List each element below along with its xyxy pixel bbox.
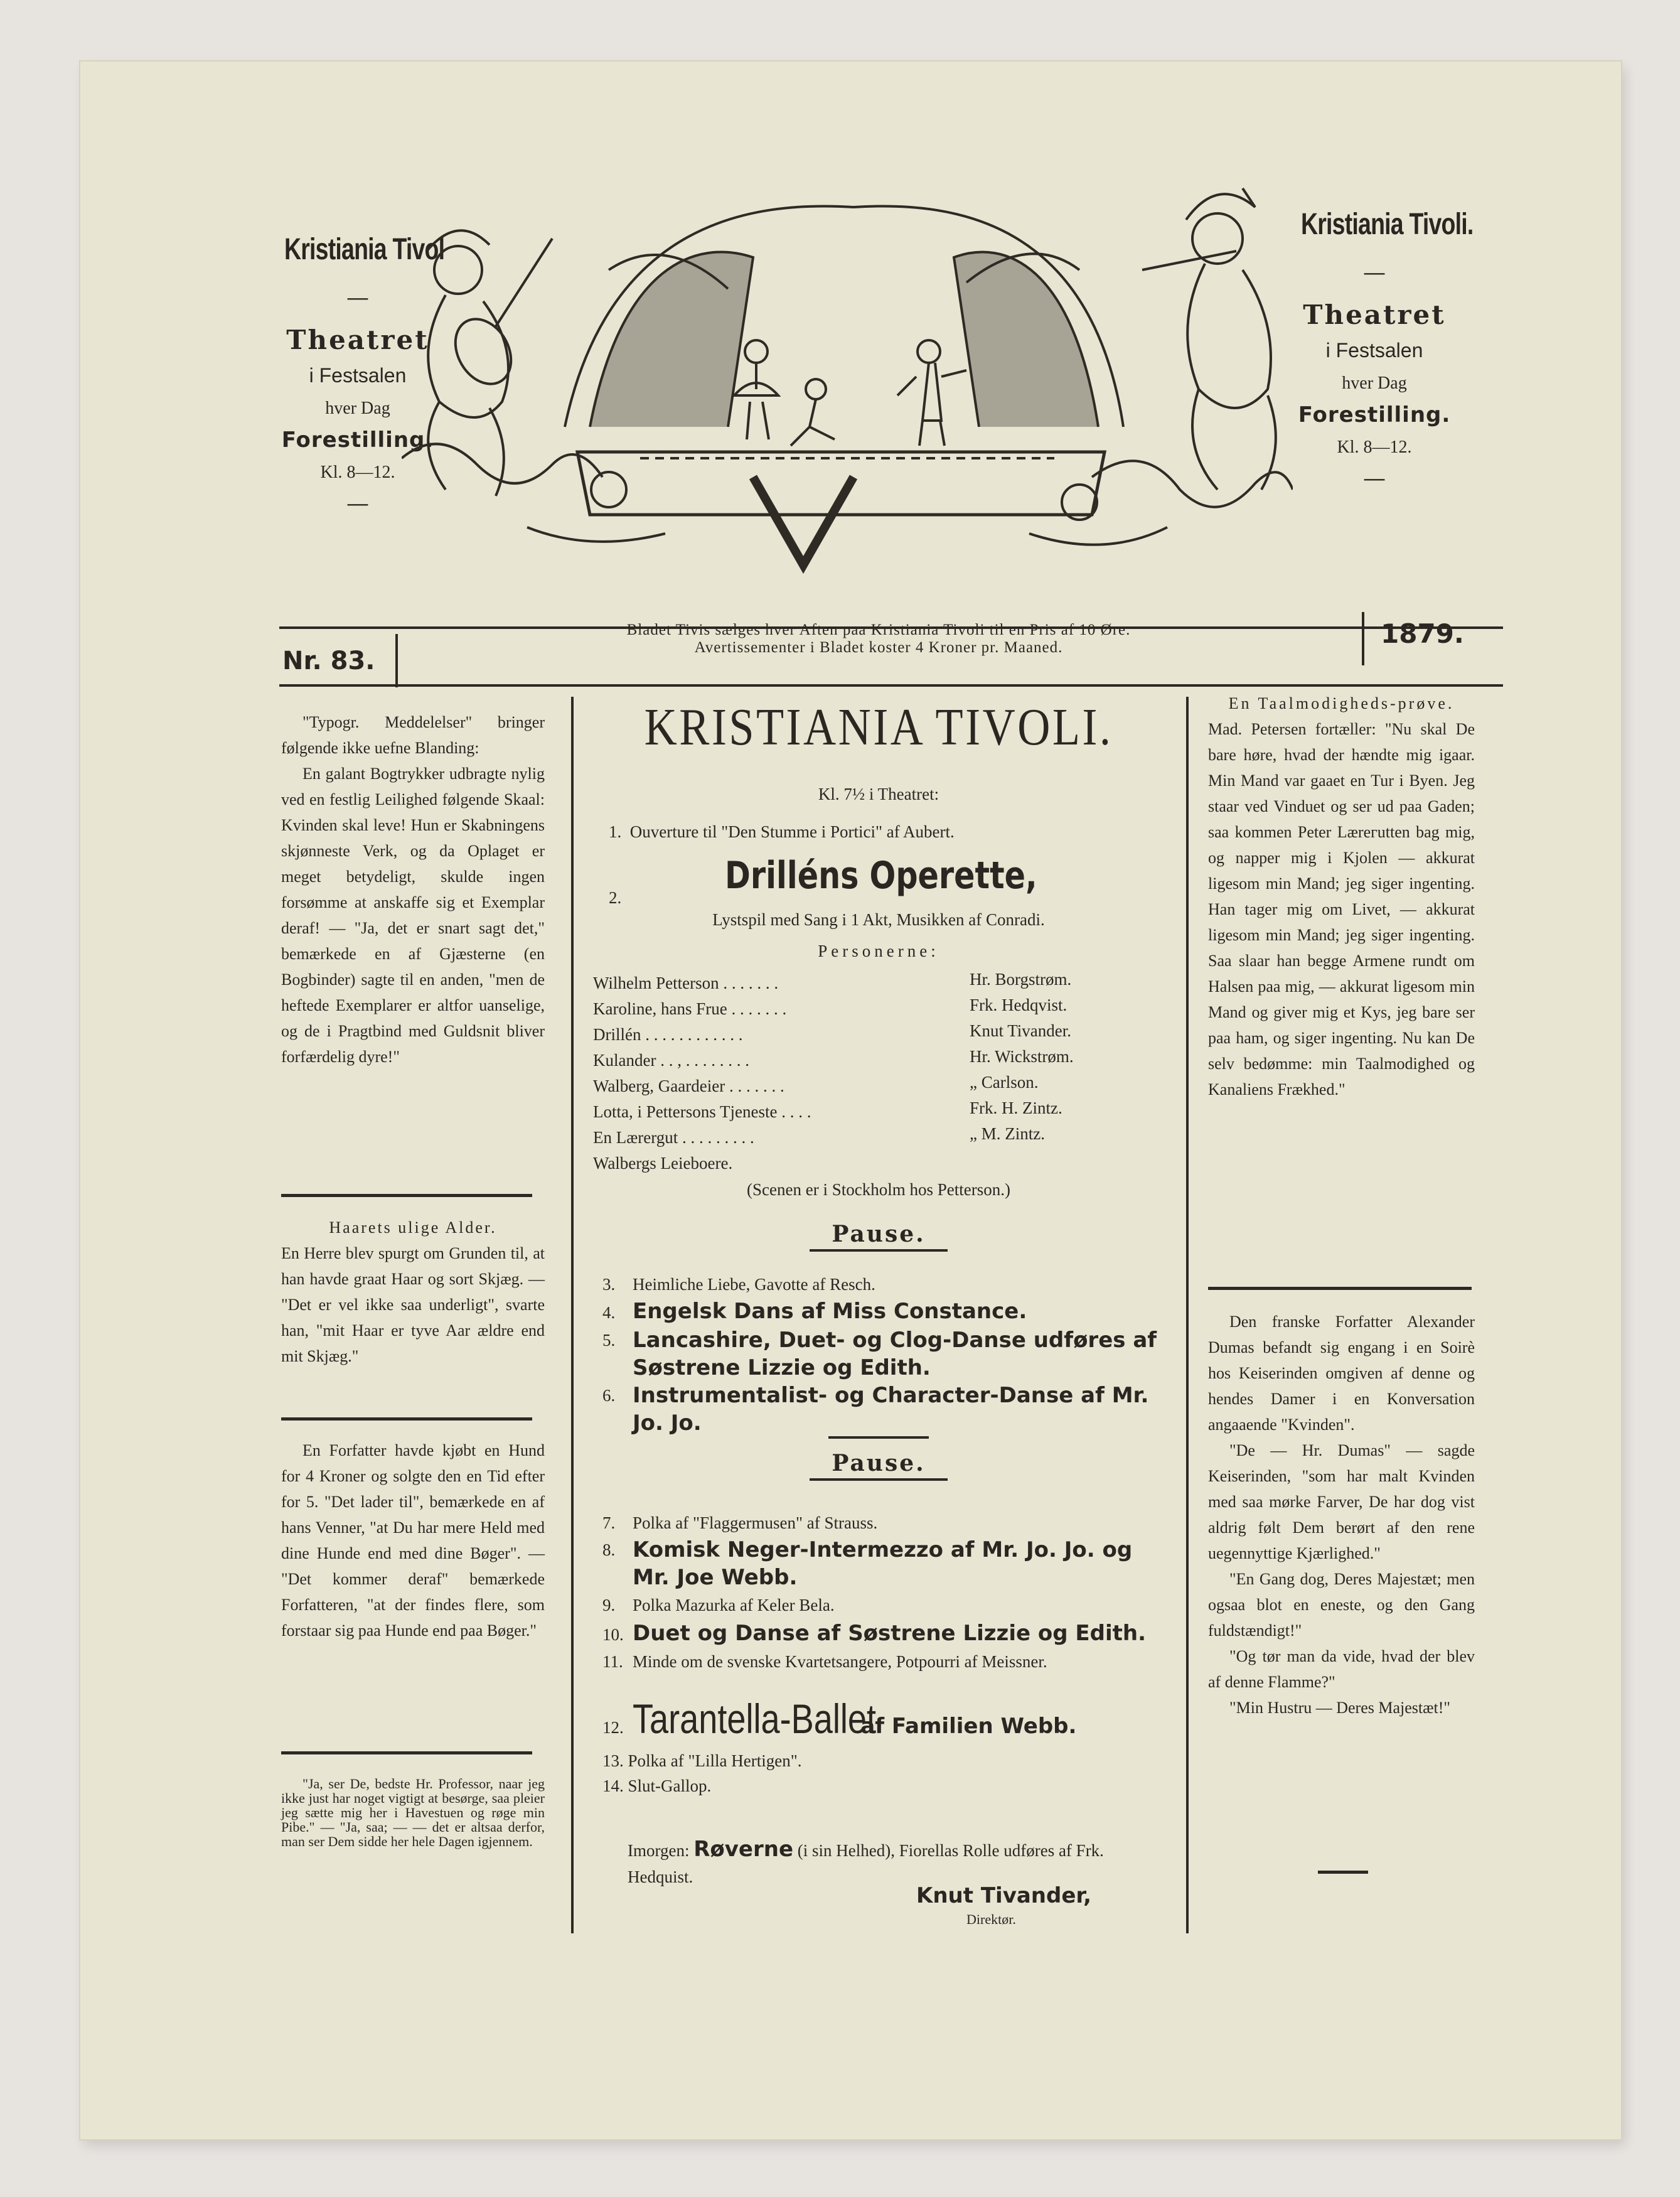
right-article2-p2: "De — Hr. Dumas" — sagde Keiserinden, "som har malt Kvinden med saa mørke Farver, De har dog vist aldrig følt Dem berørt af den rene uegennyttige Kjærlighed." — [1208, 1441, 1475, 1562]
header-right-dash2: — — [1363, 466, 1386, 492]
cast-role: Walbergs Leieboere. — [593, 1154, 733, 1173]
pause-1-underline — [810, 1249, 948, 1252]
left-article3-body: En Forfatter havde kjøbt en Hund for 4 Kroner og solgte den en Tid efter for 5. "Det lader til", bemærkede en af hans Venner, "at Du har mere Held med dine Hunde end med dine Bøger". — "Det kommer deraf" bemærkede Forfatteren, "at der findes flere, som forstaar sig paa Hunde end paa Bøger." — [281, 1441, 545, 1640]
masthead-divider-right — [1362, 612, 1364, 665]
left-article-intro: "Typogr. Meddelelser" bringer følgende ikke uefne Blanding: — [281, 713, 545, 757]
program-item-11 — [602, 1649, 1167, 1674]
masthead-bottom-rule — [279, 684, 1503, 687]
program-pause-2: Pause. — [832, 1450, 926, 1476]
program-item-8-text: Komisk Neger-Intermezzo af Mr. Jo. Jo. og Mr. Joe Webb. — [633, 1537, 1133, 1590]
header-left-show: Forestilling. — [281, 427, 434, 453]
header-left-dash2: — — [346, 491, 369, 517]
program-item-4-number: 4. — [602, 1303, 616, 1322]
program-item-3-number: 3. — [602, 1275, 616, 1294]
right-column-2 — [1208, 1309, 1475, 1721]
pause-2-overline — [828, 1436, 929, 1439]
program-item-11-text: Minde om de svenske Kvartetsangere, Potpourri af Meissner. — [633, 1652, 1047, 1671]
program-item-10-number: 10. — [602, 1625, 624, 1644]
program-item-4-text: Engelsk Dans af Miss Constance. — [633, 1299, 1027, 1324]
program-border-right — [1186, 697, 1189, 1933]
header-right-dash: — — [1363, 260, 1386, 286]
program-item-10 — [602, 1619, 1167, 1649]
program-item-14: 14. Slut-Gallop. — [602, 1776, 712, 1795]
header-left-theatre: Theatret — [286, 325, 429, 355]
program-item-9 — [602, 1591, 1167, 1619]
program-item-1: 1. Ouverture til "Den Stumme i Portici" af Aubert. — [609, 822, 955, 841]
left-rule-3 — [281, 1751, 532, 1754]
cast-roles — [593, 970, 944, 1176]
left-article2-body: En Herre blev spurgt om Grunden til, at han havde graat Haar og sort Skjæg. — "Det er vel ikke saa underligt", svarte han, "mit Haar er tyve Aar ældre end mit Skjæg." — [281, 1244, 545, 1365]
director-title: Direktør. — [966, 1911, 1016, 1927]
left-column-2 — [281, 1215, 545, 1369]
program-border-left — [571, 697, 574, 1933]
left-column-3 — [281, 1437, 545, 1643]
program-time: Kl. 7½ i Theatret: — [818, 785, 939, 803]
program-item-12 — [602, 1695, 1180, 1743]
right-column — [1208, 690, 1475, 1102]
left-article-body: En galant Bogtrykker udbragte nylig ved en festlig Leilighed følgende Skaal: Kvinden skal leve! Hun er Skabningens skjønneste Verk, og da Oplaget er meget betydeligt, skulde ingen forsømme at anskaffe sig et Exemplar deraf! — "Ja, det er snart sagt det," bemærkede en af Gjæsterne (en Bogbinder) sagte til en anden, "men de heftede Exemplarer er altfor uanselige, og de i Pragtbind med Guldsnit bliver forfærdelig dyre!" — [281, 765, 545, 1066]
right-article2-p3: "En Gang dog, Deres Majestæt; men ogsaa blot en eneste, og den Gang fuldstændigt!" — [1208, 1570, 1475, 1640]
cast-role: Kulander . . , . . . . . . . . — [593, 1051, 749, 1070]
program-item-11-number: 11. — [602, 1652, 623, 1671]
header-right-theatre: Theatret — [1303, 299, 1446, 330]
cast-role: Lotta, i Pettersons Tjeneste . . . . — [593, 1102, 811, 1121]
right-rule-1 — [1208, 1287, 1472, 1290]
tomorrow-rest: (i sin Helhed), Fiorellas Rolle udføres af Frk. Hedquist. — [628, 1841, 1104, 1886]
right-article2-p5: "Min Hustru — Deres Majestæt!" — [1229, 1699, 1450, 1717]
issue-year: 1879. — [1381, 618, 1464, 649]
header-right-time: Kl. 8—12. — [1337, 438, 1412, 457]
program-item-5 — [602, 1326, 1167, 1382]
program-item-7-text: Polka af "Flaggermusen" af Strauss. — [633, 1513, 878, 1532]
program-scene-note: (Scenen er i Stockholm hos Petterson.) — [747, 1180, 1010, 1199]
tomorrow-prefix: Imorgen: — [628, 1841, 690, 1860]
left-article2-heading: Haarets ulige Alder. — [329, 1218, 497, 1237]
cast-actor: Hr. Borgstrøm. — [970, 970, 1072, 989]
program-item-6-text: Instrumentalist- og Character-Danse af Mr. Jo. Jo. — [633, 1383, 1149, 1436]
cast-role: Walberg, Gaardeier . . . . . . . — [593, 1077, 784, 1095]
program-items-a — [602, 1271, 1167, 1437]
program-item-12-number: 12. — [602, 1718, 624, 1737]
header-left-daily: hver Dag — [325, 399, 390, 418]
program-item-6-number: 6. — [602, 1386, 616, 1405]
program-items-b — [602, 1510, 1167, 1674]
header-right-block — [1280, 207, 1474, 492]
right-article2-p1: Den franske Forfatter Alexander Dumas befandt sig engang i en Soirè hos Keiserinden omgiven af denne og hendes Damer i en Konversation angaaende "Kvinden". — [1208, 1313, 1475, 1434]
header-right-daily: hver Dag — [1342, 373, 1407, 393]
cast-actor: „ M. Zintz. — [970, 1124, 1045, 1143]
director-signature: Knut Tivander, — [916, 1883, 1092, 1908]
cast-actor: Frk. Hedqvist. — [970, 996, 1067, 1014]
program-item-3-text: Heimliche Liebe, Gavotte af Resch. — [633, 1275, 875, 1294]
program-item-3 — [602, 1271, 1167, 1297]
program-item-5-number: 5. — [602, 1331, 616, 1350]
cast-role: Karoline, hans Frue . . . . . . . — [593, 999, 787, 1018]
program-item-9-number: 9. — [602, 1596, 616, 1614]
program-item-9-text: Polka Mazurka af Keler Bela. — [633, 1596, 835, 1614]
left-column — [281, 709, 545, 1070]
cast-actor: „ Carlson. — [970, 1073, 1039, 1092]
theatre-vignette-illustration — [402, 163, 1293, 596]
cast-actor: Hr. Wickstrøm. — [970, 1047, 1074, 1066]
right-article2-p4: "Og tør man da vide, hvad der blev af denne Flamme?" — [1208, 1647, 1475, 1691]
header-right-venue: i Festsalen — [1325, 339, 1423, 362]
pause-2-underline — [810, 1478, 948, 1481]
program-item-7-number: 7. — [602, 1513, 616, 1532]
program-item-2-title: Drilléns Operette, — [725, 854, 1037, 898]
program-item-1-text: Ouverture til "Den Stumme i Portici" af Aubert. — [629, 822, 955, 841]
program-item-7 — [602, 1510, 1167, 1536]
right-end-rule — [1318, 1871, 1368, 1874]
masthead-notice — [408, 621, 1349, 657]
header-left-dash: — — [346, 285, 369, 311]
masthead-notice-line1: Bladet Tivis sælges hver Aften paa Kristiania Tivoli til en Pris af 10 Øre. — [626, 621, 1131, 638]
cast-actors — [970, 967, 1183, 1147]
program-item-8 — [602, 1536, 1167, 1591]
cast-actor: Frk. H. Zintz. — [970, 1098, 1062, 1117]
program-item-10-text: Duet og Danse af Søstrene Lizzie og Edith. — [633, 1621, 1147, 1646]
header-left-venue: i Festsalen — [309, 364, 407, 387]
header-left-time: Kl. 8—12. — [320, 463, 395, 482]
header-right-name: Kristiania Tivoli. — [1301, 208, 1474, 241]
left-article4-body: "Ja, ser De, bedste Hr. Professor, naar jeg ikke just har noget vigtigt at besørge, saa pleier jeg sætte mig her i Havestuen og røge min Pibe." — "Ja, saa; — — det er altsaa derfor, man ser Dem sidde her hele Dagen igjennem. — [281, 1776, 545, 1849]
issue-number: Nr. 83. — [282, 647, 375, 675]
masthead-divider-left — [395, 634, 398, 687]
program-item-12-rest: af Familien Webb. — [860, 1714, 1077, 1739]
program-item-4 — [602, 1297, 1167, 1326]
right-article1-body: Mad. Petersen fortæller: "Nu skal De bare høre, hvad der hændte mig igaar. Min Mand var gaaet en Tur i Byen. Jeg staar ved Vinduet og ser ud paa Gaden; saa kommen Peter Lærегutten bag mig, og napper mig i Kjolen — akkurat ligesom min Mand; jeg siger ingenting. Han tager mig om Livet, — akkurat ligesom min Mand; jeg siger ingenting. Saa slaar han begge Armene rundt om Halsen paa mig, — akkurat ligesom min Mand og giver mig et Kys, jeg bare ser paa ham, og siger ingenting. Nu kan De selv bedømme: min Taalmodighed og Kanaliens Frækhed." — [1208, 720, 1475, 1098]
program-item-8-number: 8. — [602, 1540, 616, 1559]
program-title-wrap — [577, 697, 1180, 758]
cast-actor: Knut Tivander. — [970, 1021, 1072, 1040]
program-pause-1: Pause. — [832, 1221, 926, 1247]
program-title: KRISTIANIA TIVOLI. — [644, 698, 1113, 756]
cast-role: En Lærergut . . . . . . . . . — [593, 1128, 754, 1147]
left-rule-2 — [281, 1417, 532, 1421]
program-item-5-text: Lancashire, Duet- og Clog-Danse udføres af Søstrene Lizzie og Edith. — [633, 1328, 1157, 1380]
header-left-name: Kristiania Tivol — [284, 233, 445, 266]
program-item-12-title: Tarantella-Ballet — [633, 1695, 877, 1742]
program-item-2-number: 2. — [609, 888, 622, 907]
left-column-4 — [281, 1776, 545, 1849]
cast-role: Wilhelm Petterson . . . . . . . — [593, 974, 779, 992]
header-right-show: Forestilling. — [1298, 402, 1451, 427]
program-tomorrow — [628, 1836, 1155, 1890]
cast-role: Drillén . . . . . . . . . . . . — [593, 1025, 743, 1044]
program-item-2-subtitle: Lystspil med Sang i 1 Akt, Musikken af Conradi. — [712, 910, 1045, 929]
masthead-notice-line2: Avertissementer i Bladet koster 4 Kroner pr. Maaned. — [694, 639, 1063, 656]
program-item-6 — [602, 1382, 1167, 1437]
left-rule-1 — [281, 1194, 532, 1197]
program-item-13: 13. Polka af "Lilla Hertigen". — [602, 1751, 802, 1770]
tomorrow-play: Røverne — [693, 1837, 794, 1862]
program-cast-heading: Personerne: — [818, 942, 939, 960]
program-item-2-title-wrap — [725, 854, 1106, 898]
right-article1-heading: En Taalmodigheds-prøve. — [1228, 694, 1455, 712]
